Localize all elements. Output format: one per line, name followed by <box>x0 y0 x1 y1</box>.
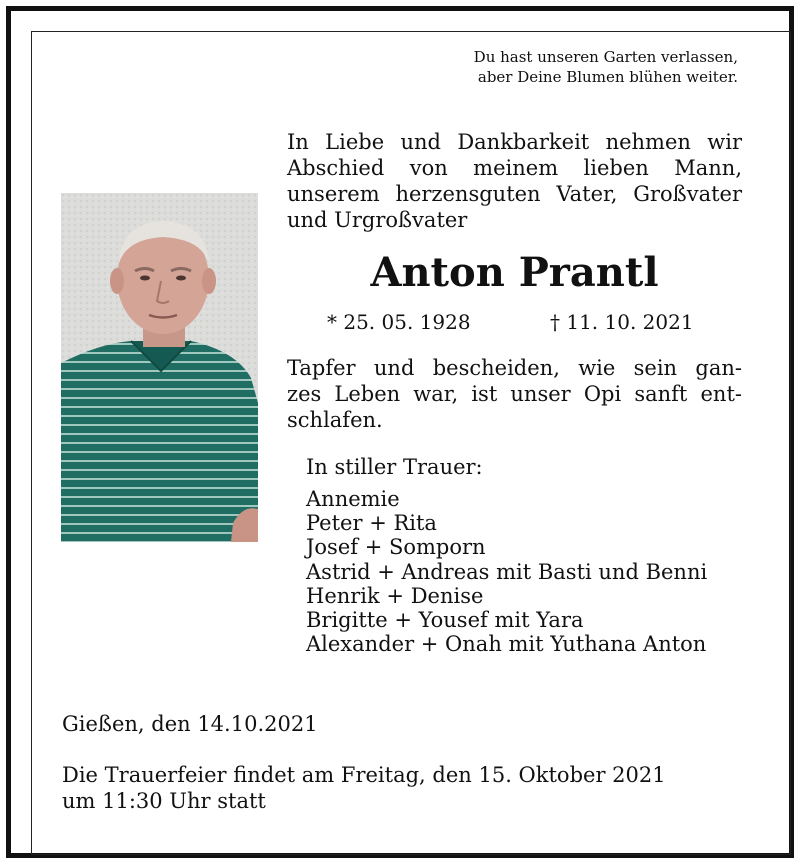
motto-quote <box>474 47 738 87</box>
service-line: um 11:30 Uhr statt <box>62 789 266 813</box>
tribute-line: zes Leben war, ist unser Opi sanft ent- <box>287 382 742 406</box>
tribute-text <box>287 355 742 433</box>
funeral-service-info <box>62 762 742 814</box>
intro-line: und Urgroßvater <box>287 208 468 232</box>
intro-line: unserem herzensguten Vater, Großvater <box>287 182 742 206</box>
mourner-name: Henrik + Denise <box>306 583 484 608</box>
mourner-name: Peter + Rita <box>306 511 437 536</box>
motto-line: Du hast unseren Garten verlassen, <box>473 48 738 66</box>
mourner-name: Josef + Somporn <box>306 535 486 560</box>
tribute-line: Tapfer und bescheiden, wie sein gan- <box>287 356 742 380</box>
portrait-photo <box>61 193 258 542</box>
motto-line: aber Deine Blumen blühen weiter. <box>477 68 738 86</box>
intro-text <box>287 129 742 233</box>
mourner-name: Alexander + Onah mit Yuthana Anton <box>306 632 707 657</box>
mourner-name: Brigitte + Yousef mit Yara <box>306 608 584 633</box>
mourner-name: Annemie <box>306 487 400 511</box>
mourning-heading: In stiller Trauer: <box>306 455 483 479</box>
mourner-name: Astrid + Andreas mit Basti und Benni <box>306 559 708 584</box>
intro-line: Abschied von meinem lieben Mann, <box>287 156 742 180</box>
birth-date: * 25. 05. 1928 <box>327 310 471 334</box>
mourners-list <box>306 487 707 656</box>
intro-line: In Liebe und Dankbarkeit nehmen wir <box>287 130 742 154</box>
death-date: † 11. 10. 2021 <box>550 310 694 334</box>
tribute-line: schlafen. <box>287 408 383 432</box>
service-line: Die Trauerfeier findet am Freitag, den 15. Oktober 2021 <box>62 763 666 787</box>
place-and-date: Gießen, den 14.10.2021 <box>62 712 318 736</box>
deceased-name: Anton Prantl <box>370 249 659 296</box>
